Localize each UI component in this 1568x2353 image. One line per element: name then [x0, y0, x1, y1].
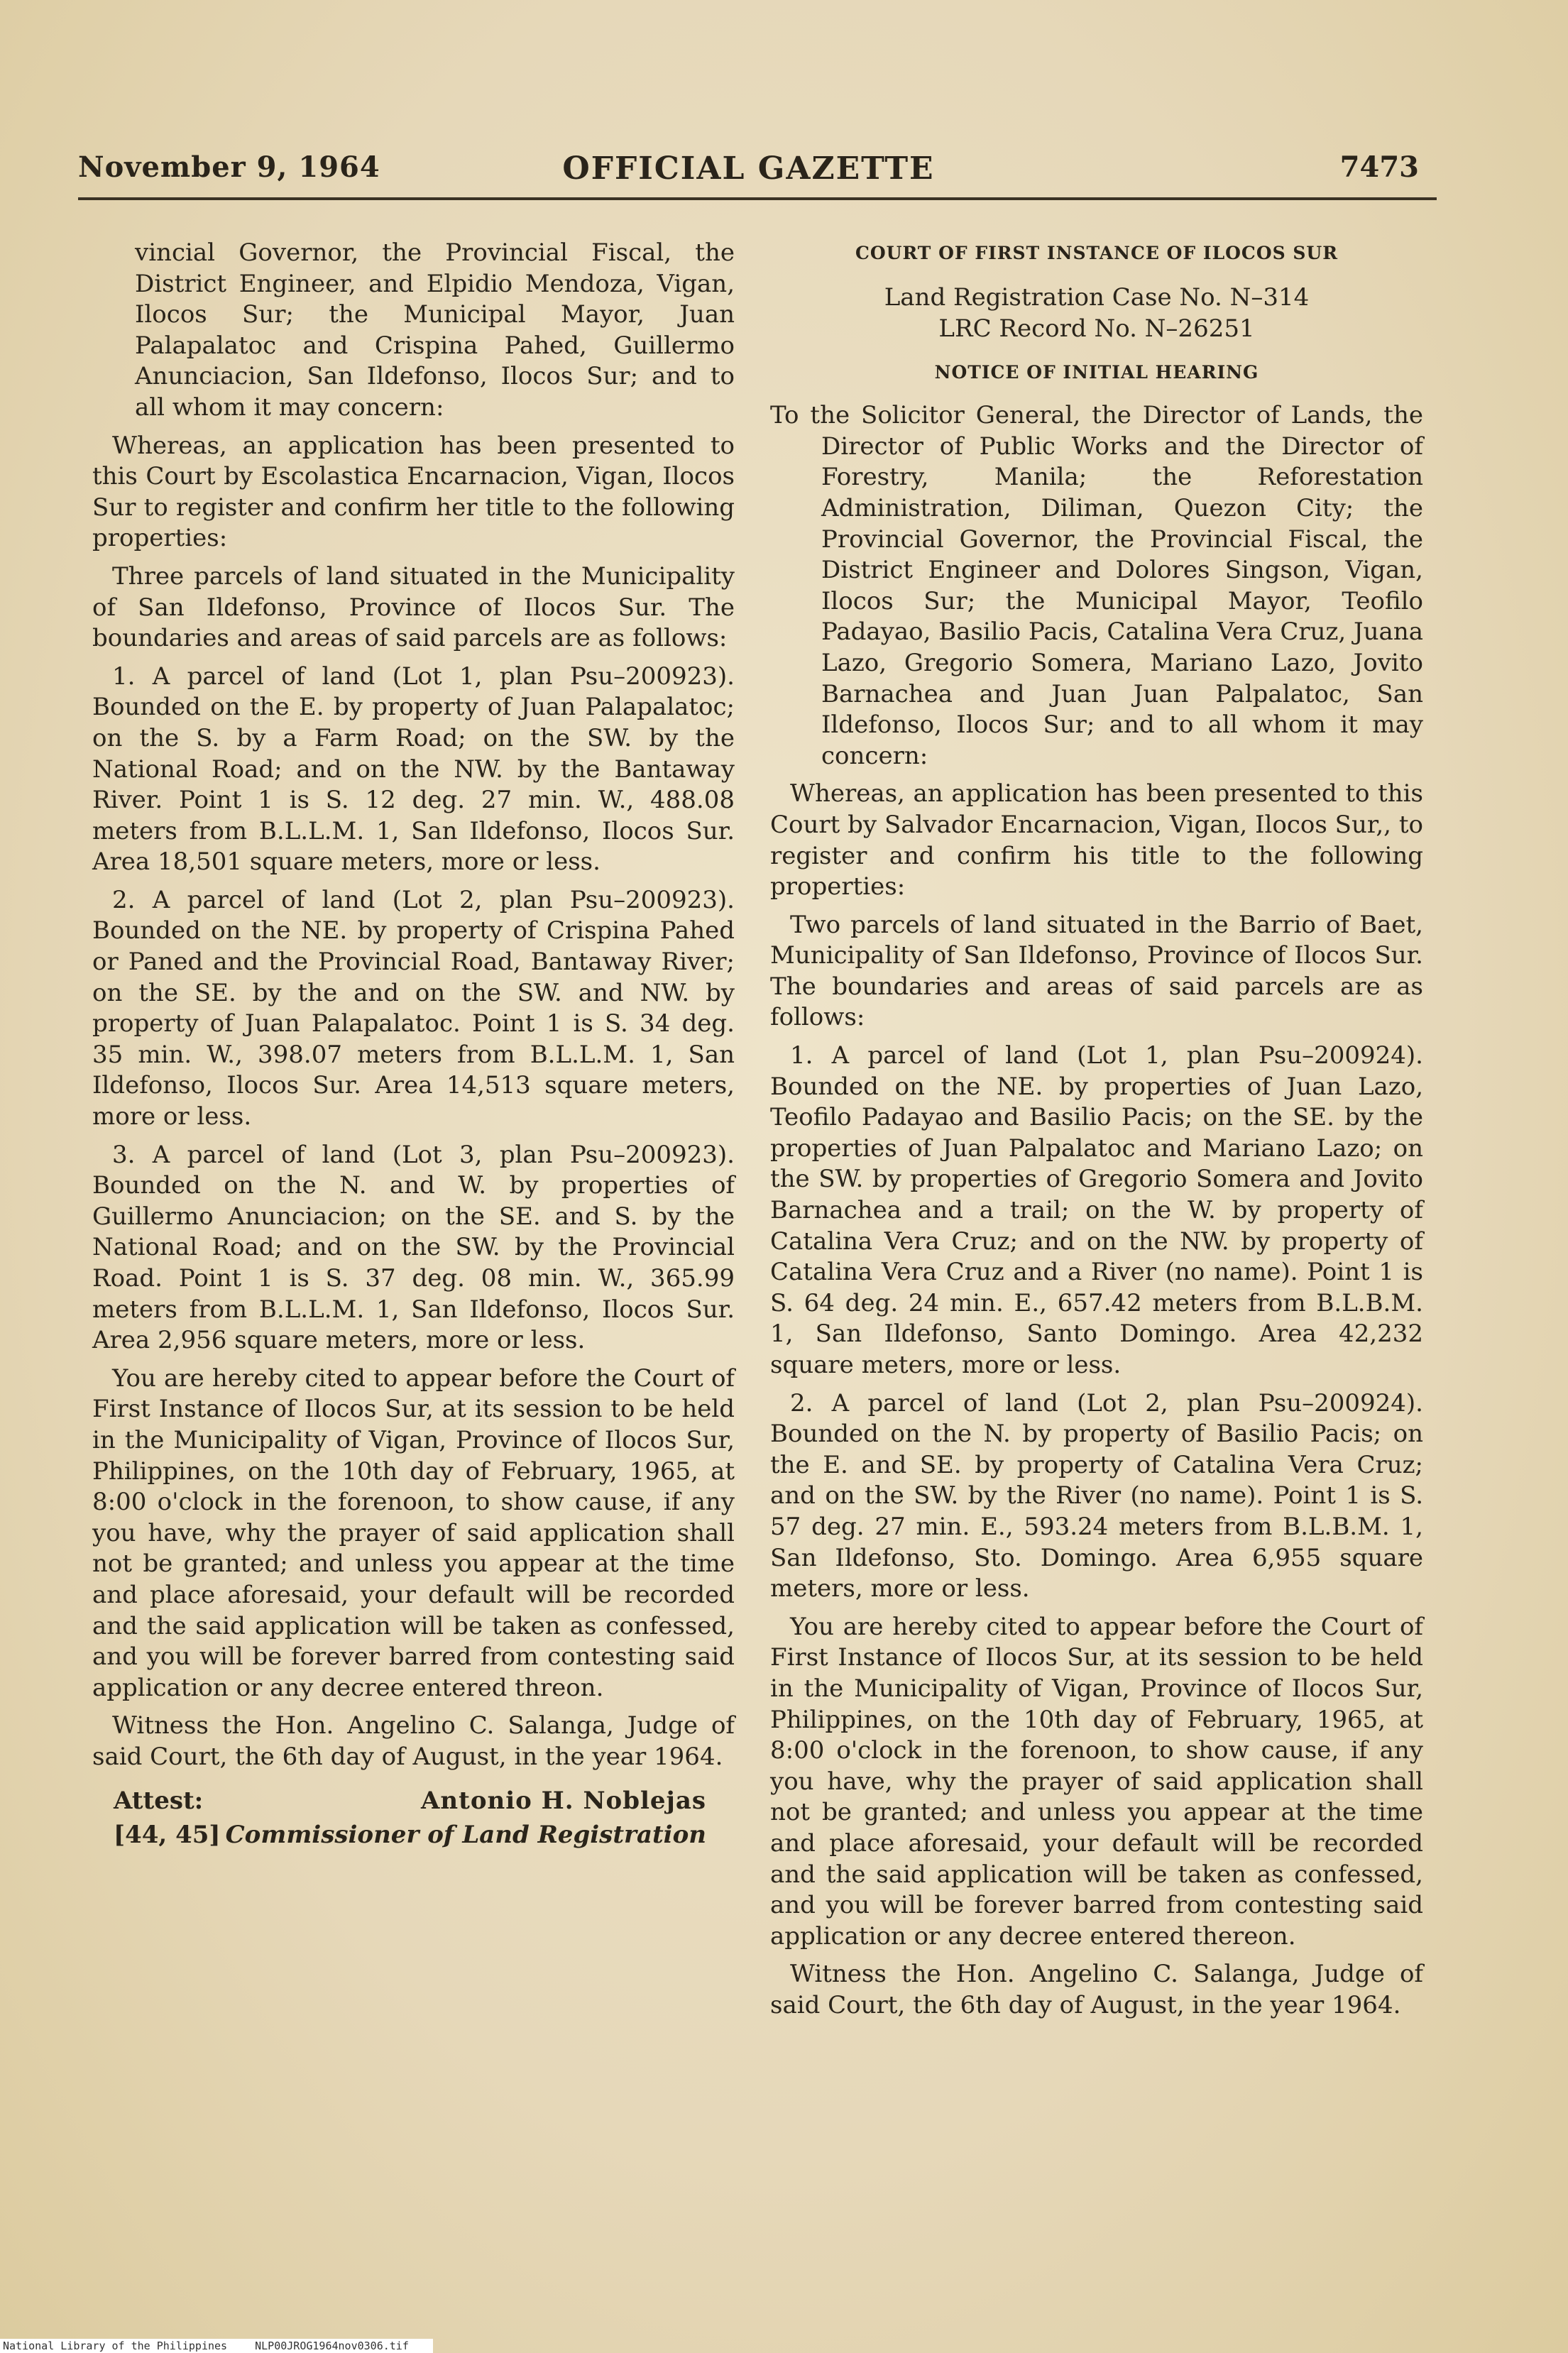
- left-paragraph-3: Three parcels of land situated in the Municipality of San Ildefonso, Province of Ilocos Sur. The boundaries and areas of said parcels are as follows:: [92, 561, 735, 653]
- scan-footer: [0, 2339, 433, 2353]
- left-paragraph-8: Witness the Hon. Angelino C. Salanga, Judge of said Court, the 6th day of August, in the year 1964.: [92, 1711, 735, 1771]
- header-rule: [78, 197, 1437, 200]
- library-credit: National Library of the Philippines: [3, 2340, 228, 2352]
- right-paragraph-6: You are hereby cited to appear before the Court of First Instance of Ilocos Sur, at its session to be held in the Municipality of Vigan, Province of Ilocos Sur, Philippines, on the 10th day of February, 1965, at 8:00 o'clock in the forenoon, to show cause, if any you have, why the prayer of said application shall not be granted; and unless you appear at the time and place aforesaid, your default will be recorded and the said application will be taken as confessed, and you will be forever barred from contesting said application or any decree entered thereon.: [770, 1612, 1423, 1951]
- left-paragraph-6: 3. A parcel of land (Lot 3, plan Psu–200923). Bounded on the N. and W. by properties of Guillermo Anunciacion; on the SE. and S. by the National Road; and on the SW. by the Provincial Road. Point 1 is S. 37 deg. 08 min. W., 365.99 meters from B.L.L.M. 1, San Ildefonso, Ilocos Sur. Area 2,956 square meters, more or less.: [92, 1140, 735, 1355]
- left-paragraph-4: 1. A parcel of land (Lot 1, plan Psu–200923). Bounded on the E. by property of Juan Palapalatoc; on the S. by a Farm Road; on the SW. by the National Road; and on the NW. by the Bantaway River. Point 1 is S. 12 deg. 27 min. W., 488.08 meters from B.L.L.M. 1, San Ildefonso, Ilocos Sur. Area 18,501 square meters, more or less.: [92, 662, 735, 877]
- attestation-block: [92, 1786, 735, 1864]
- commissioner-name: Antonio H. Noblejas: [421, 1786, 706, 1815]
- left-paragraph-5: 2. A parcel of land (Lot 2, plan Psu–200923). Bounded on the NE. by property of Crispina Pahed or Paned and the Provincial Road, Bantaway River; on the SE. by the and on the SW. and NW. by property of Juan Palapalatoc. Point 1 is S. 34 deg. 35 min. W., 398.07 meters from B.L.L.M. 1, San Ildefonso, Ilocos Sur. Area 14,513 square meters, more or less.: [92, 885, 735, 1131]
- left-paragraph-1: vincial Governor, the Provincial Fiscal, the District Engineer, and Elpidio Mendoza, Vigan, Ilocos Sur; the Municipal Mayor, Juan Palapalatoc and Crispina Pahed, Guillermo Anunciacion, San Ildefonso, Ilocos Sur; and to all whom it may concern:: [135, 238, 735, 422]
- right-paragraph-5: 2. A parcel of land (Lot 2, plan Psu–200924). Bounded on the N. by property of Basilio Pacis; on the E. and SE. by property of Catalina Vera Cruz; and on the SW. by the River (no name). Point 1 is S. 57 deg. 27 min. E., 593.24 meters from B.L.B.M. 1, San Ildefonso, Sto. Domingo. Area 6,955 square meters, more or less.: [770, 1388, 1423, 1603]
- page-header: [78, 150, 1419, 193]
- lrc-record-number: LRC Record No. N–26251: [938, 314, 1255, 343]
- left-paragraph-2: Whereas, an application has been presented to this Court by Escolastica Encarnacion, Vigan, Ilocos Sur to register and confirm her title to the following properties:: [92, 431, 735, 553]
- right-paragraph-1: To the Solicitor General, the Director of Lands, the Director of Public Works and the Director of Forestry, Manila; the Reforestation Administration, Diliman, Quezon City; the Provincial Governor, the Provincial Fiscal, the District Engineer and Dolores Singson, Vigan, Ilocos Sur; the Municipal Mayor, Teofilo Padayao, Basilio Pacis, Catalina Vera Cruz, Juana Lazo, Gregorio Somera, Mariano Lazo, Jovito Barnachea and Juan Juan Palpalatoc, San Ildefonso, Ilocos Sur; and to all whom it may concern:: [770, 401, 1423, 770]
- court-heading: COURT OF FIRST INSTANCE OF ILOCOS SUR: [855, 243, 1339, 263]
- right-paragraph-7: Witness the Hon. Angelino C. Salanga, Judge of said Court, the 6th day of August, in the year 1964.: [770, 1960, 1423, 2019]
- header-date: November 9, 1964: [78, 150, 380, 184]
- issue-reference: [44, 45]: [114, 1820, 221, 1849]
- attest-label: Attest:: [114, 1786, 204, 1815]
- right-paragraph-2: Whereas, an application has been presented to this Court by Salvador Encarnacion, Vigan, Ilocos Sur,, to register and confirm his title to the following properties:: [770, 779, 1423, 901]
- case-number: Land Registration Case No. N–314: [884, 283, 1310, 312]
- commissioner-title: Commissioner of Land Registration: [225, 1820, 706, 1849]
- right-column: [770, 238, 1423, 2028]
- scan-filename: NLP00JROG1964nov0306.tif: [255, 2340, 409, 2352]
- left-paragraph-7: You are hereby cited to appear before the Court of First Instance of Ilocos Sur, at its session to be held in the Municipality of Vigan, Province of Ilocos Sur, Philippines, on the 10th day of February, 1965, at 8:00 o'clock in the forenoon, to show cause, if any you have, why the prayer of said application shall not be granted; and unless you appear at the time and place aforesaid, your default will be recorded and the said application will be taken as confessed, and you will be forever barred from contesting said application or any decree entered threon.: [92, 1364, 735, 1702]
- notice-heading: NOTICE OF INITIAL HEARING: [934, 361, 1259, 383]
- right-paragraph-4: 1. A parcel of land (Lot 1, plan Psu–200924). Bounded on the NE. by properties of Juan Lazo, Teofilo Padayao and Basilio Pacis; on the SE. by the properties of Juan Palpalatoc and Mariano Lazo; on the SW. by properties of Gregorio Somera and Jovito Barnachea and a trail; on the W. by property of Catalina Vera Cruz; and on the NW. by property of Catalina Vera Cruz and a River (no name). Point 1 is S. 64 deg. 24 min. E., 657.42 meters from B.L.B.M. 1, San Ildefonso, Santo Domingo. Area 42,232 square meters, more or less.: [770, 1041, 1423, 1379]
- header-title: OFFICIAL GAZETTE: [562, 150, 935, 187]
- left-column: [92, 238, 735, 1864]
- page-number: 7473: [1339, 150, 1419, 184]
- right-paragraph-3: Two parcels of land situated in the Barrio of Baet, Municipality of San Ildefonso, Province of Ilocos Sur. The boundaries and areas of said parcels are as follows:: [770, 910, 1423, 1032]
